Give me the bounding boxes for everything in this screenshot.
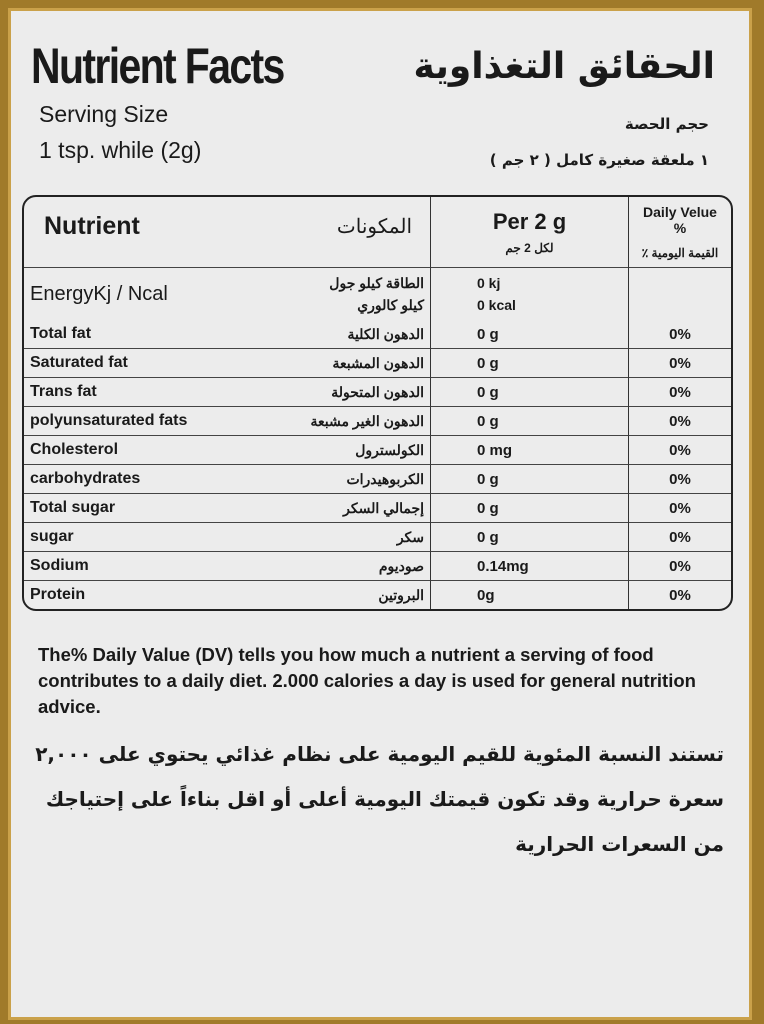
nutrient-dv: 0% [629,378,731,407]
nutrient-amount: 0 mg [431,436,629,465]
nutrient-dv: 0% [629,407,731,436]
footnote-english: The% Daily Value (DV) tells you how much a nutrient a serving of food contributes to a daily diet. 2.000 calories a day is used for general nutrition advice. [38,644,696,717]
header-per: Per 2 g [492,209,567,234]
energy-label: EnergyKj / Ncal [30,282,168,305]
nutrient-name: Protein [30,586,86,603]
title-english: Nutrient Facts [31,38,284,94]
nutrient-dv: 0% [629,320,731,349]
nutrient-dv: 0% [629,349,731,378]
serving-size-label-arabic: حجم الحصة [624,115,709,133]
nutrient-name-arabic: البروتين [378,586,424,603]
serving-size-label: Serving Size [39,101,169,127]
header-dv-arabic: القيمة اليومية ٪ [641,246,719,260]
table-row [24,581,731,609]
table-row [24,465,731,494]
footnote-arabic: تستند النسبة المئوية للقيم اليومية على نظام غذائي يحتوي على ٢,٠٠٠ سعرة حرارية وقد تكون قيمتك اليومية أعلى أو اقل بناءاً على إحتياجك من السعرات الحرارية [35,742,724,856]
table-row [24,494,731,523]
nutrient-amount: 0 g [431,494,629,523]
nutrient-name: Sodium [30,557,89,574]
table-row-energy [24,268,731,320]
energy-kcal: 0 kcal [477,297,516,313]
nutrient-dv: 0% [629,465,731,494]
nutrient-name: carbohydrates [30,470,141,487]
nutrient-amount: 0 g [431,465,629,494]
header-dv: Daily Velue % [643,204,717,236]
nutrient-dv: 0% [629,436,731,465]
table-row [24,552,731,581]
nutrient-amount: 0 g [431,349,629,378]
nutrient-name-arabic: الدهون الغير مشبعة [310,412,424,429]
header-per-arabic: لكل 2 جم [505,241,554,255]
table-row [24,378,731,407]
nutrient-dv: 0% [629,523,731,552]
nutrient-dv: 0% [669,586,691,604]
table-row [24,407,731,436]
nutrient-name-arabic: الكربوهيدرات [346,470,424,487]
energy-label-arabic-2: كيلو كالوري [357,297,424,313]
table-row [24,349,731,378]
serving-size-value-arabic: ١ ملعقة صغيرة كامل ( ٢ جم ) [489,151,709,169]
nutrient-amount: 0.14mg [431,552,629,581]
nutrient-name-arabic: الدهون الكلية [347,325,424,342]
nutrient-dv: 0% [629,494,731,523]
nutrient-table [22,195,733,611]
nutrient-name-arabic: إجمالي السكر [343,499,424,516]
energy-label-arabic-1: الطاقة كيلو جول [329,275,424,291]
table-row [24,320,731,349]
nutrient-name: polyunsaturated fats [30,412,188,429]
nutrient-name-arabic: سكر [396,528,424,545]
table-row [24,436,731,465]
table-row [24,523,731,552]
title-arabic: الحقائق التغذاوية [413,46,715,87]
serving-size-value: 1 tsp. while (2g) [39,137,202,163]
nutrient-amount: 0 g [431,407,629,436]
nutrient-name-arabic: صوديوم [378,557,424,574]
table-header [24,197,731,268]
header-nutrient: Nutrient [44,211,140,240]
nutrient-amount: 0g [431,581,629,609]
nutrient-name: Total sugar [30,499,116,516]
nutrient-name: Saturated fat [30,354,128,371]
nutrient-name: sugar [30,528,74,545]
nutrient-amount: 0 g [431,320,629,349]
nutrient-name: Total fat [30,325,92,342]
nutrient-name-arabic: الدهون المشبعة [332,354,424,371]
header-nutrient-arabic: المكونات [336,215,412,238]
energy-kj: 0 kj [477,275,501,291]
nutrient-amount: 0 g [431,378,629,407]
nutrient-name: Trans fat [30,383,97,400]
nutrient-dv: 0% [629,552,731,581]
nutrient-amount: 0 g [431,523,629,552]
nutrient-name: Cholesterol [30,441,119,458]
nutrient-name-arabic: الدهون المتحولة [331,383,424,400]
nutrient-name-arabic: الكولسترول [355,441,424,458]
